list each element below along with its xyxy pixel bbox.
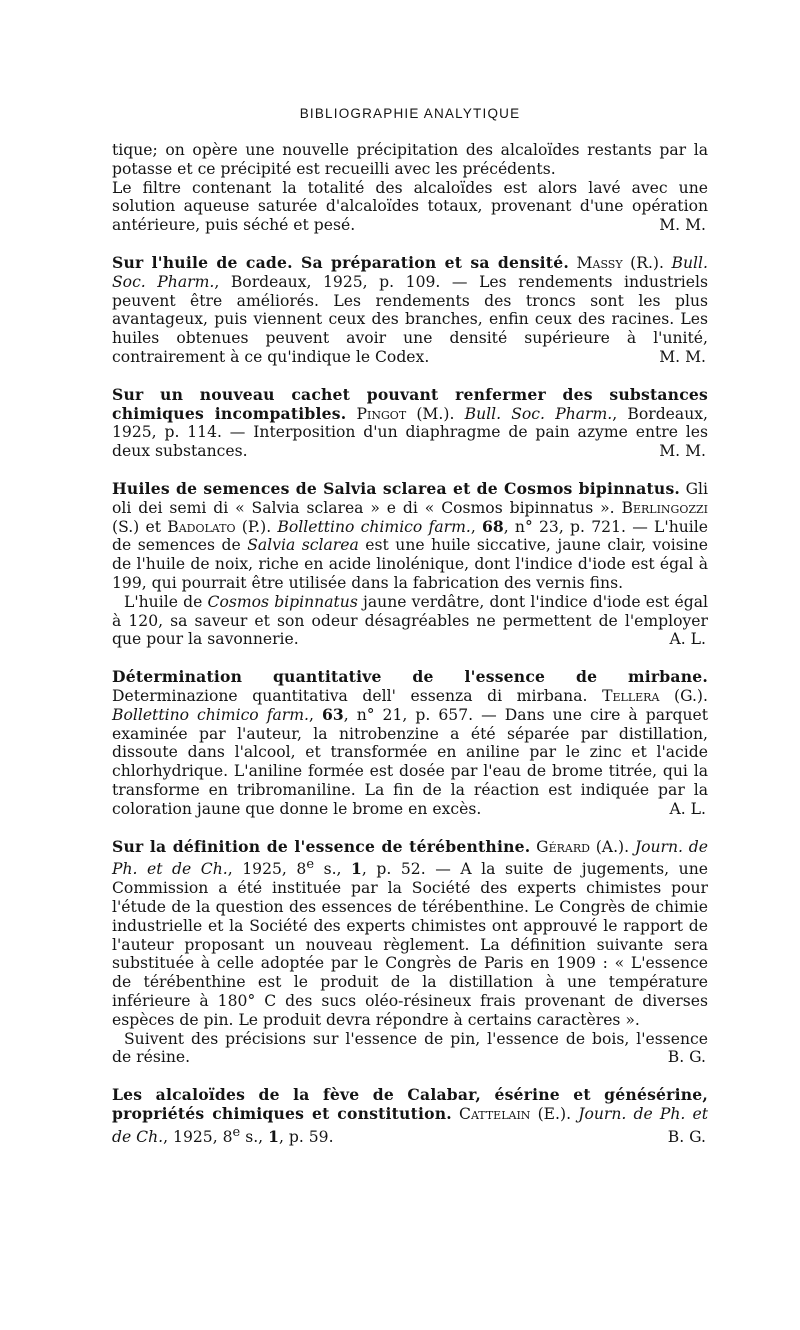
entry-paragraph: Huiles de semences de Salvia sclarea et de Cosmos bipinnatus. Gli oli dei semi di « Salvia sclarea » e di « Cosmos bipinnatus ». Berlingozzi (S.) et Badolato (P.). Bollettino chimico farm., 68, n° 23, p. 721. — L'huile de semences de Salvia sclarea est une huile siccative, jaune clair, voisine de l'huile de noix, riche en acide linolénique, dont l'indice d'iode est égal à 199, qui pourrait être utilisée dans la fabrication des vernis fins. — [112, 478, 708, 592]
signature: B. G. — [667, 1128, 706, 1147]
entry-text: jaune verdâtre, dont l'indice d'iode est égal à 120, sa saveur et son odeur désagréables ne permettent de l'employer que pour la savonnerie. — [112, 592, 708, 649]
entry-series-sup: e — [306, 857, 315, 873]
entry-text: est une huile siccative, jaune clair, voisine de l'huile de noix, riche en acide linolénique, dont l'indice d'iode est égal à 199, qui pourrait être utilisée dans la fabrication des vernis fins. — [112, 536, 708, 592]
entry-terebenthine — [112, 838, 708, 1068]
entry-title: Huiles de semences de Salvia sclarea et de Cosmos bipinnatus. — [112, 478, 681, 498]
entry-conjunction: et — [139, 517, 168, 536]
entry-citation: , Bordeaux, 1925, p. 114. — — [112, 404, 708, 442]
continuation-paragraph: tique; on opère une nouvelle précipitation des alcaloïdes restants par la potasse et ce précipité est recueilli avec les précédents. — [112, 141, 708, 178]
signature: M. M. — [659, 216, 706, 235]
entry-series: , 1925, 8 — [163, 1128, 233, 1147]
entry-series-sup: e — [232, 1124, 241, 1140]
entry-vol-pre: s., — [314, 860, 352, 879]
entry-vol-pre: s., — [240, 1128, 269, 1147]
entry-text: Dans une cire à parquet examinée par l'auteur, la nitrobenzine a été séparée par distillation, dissoute dans l'alcool, et transformée en aniline par le zinc et l'acide chlorhydrique. L'aniline formée est dosée par l'eau de brome titrée, qui la transforme en tribromaniline. La fin de la réaction est indiquée par la coloration jaune que donne le brome en excès. — [112, 705, 709, 818]
entry-title: Détermination quantitative de l'essence de mirbane. — [112, 667, 708, 687]
entry-journal: Journ. de Ph. et de Ch. — [112, 837, 708, 879]
entry-citation: , p. 59. — [278, 1128, 334, 1147]
entry-text: L'huile de semences de — [112, 517, 708, 555]
species-name: Cosmos bipinnatus — [207, 592, 358, 611]
entry-journal: Bollettino chimico farm. — [277, 517, 471, 536]
continuation-paragraph: Le filtre contenant la totalité des alcaloïdes est alors lavé avec une solution aqueuse saturée d'alcaloïdes totaux, provenant d'une opération antérieure, puis séché et pesé. — [112, 178, 708, 235]
entry-title: Sur un nouveau cachet pouvant renfermer des substances chimiques incompatibles. — [112, 384, 708, 423]
entry-volume: 68 — [482, 516, 504, 536]
entry-author: Cattelain (E.). — [459, 1105, 572, 1124]
entry-text: A la suite de jugements, une Commission a été instituée par la Société des experts chimistes pour l'étude de la question des essences de térébenthine. Le Congrès de chimie industrielle et la Société des experts chimistes ont approuvé le rapport de l'auteur proposant un nouveau règlement. La définition suivante sera substituée à celle adoptée par le Congrès de Paris en 1909 : « L'essence de térébenthine est le produit de la distillation à une température inférieure à 180° C des sucs oléo-résineux frais provenant de diverses espèces de pin. Le produit devra répondre à certains caractères ». — [112, 860, 708, 1029]
entry-paragraph: Détermination quantitative de l'essence de mirbane. Determinazione quantitativa dell' essenza di mirbana. Tellera (G.). Bollettino chimico farm., 63, n° 21, p. 657. — Dans une cire à parquet examinée par l'auteur, la nitrobenzine a été séparée par distillation, dissoute dans l'alcool, et transformée en aniline par le zinc et l'acide chlorhydrique. L'aniline formée est dosée par l'eau de brome titrée, qui la transforme en tribromaniline. La fin de la réaction est indiquée par la coloration jaune que donne le brome en excès. — [112, 667, 709, 818]
species-name: Salvia sclarea — [247, 536, 359, 555]
entry-subtitle: Determinazione quantitativa dell' essenza di mirbana. — [112, 686, 588, 705]
entry-cachet — [112, 386, 708, 461]
signature: B. G. — [667, 1048, 706, 1067]
entry-citation: , n° 21, p. 657. — — [343, 705, 497, 724]
page — [112, 106, 708, 1147]
entry-salvia-cosmos — [112, 480, 708, 649]
entry-author: Massy (R.). — [576, 253, 664, 272]
entry-volume: 1 — [268, 1127, 279, 1147]
entry-citation: , n° 23, p. 721. — — [503, 517, 648, 536]
entry-calabar — [112, 1086, 708, 1147]
entry-author: Berlingozzi (S.) — [112, 498, 708, 536]
entry-series: , 1925, 8 — [227, 860, 307, 879]
entry-journal: Bull. Soc. Pharm. — [464, 404, 613, 423]
entry-subtitle: Gli oli dei semi di « Salvia sclarea » e di « Cosmos bipinnatus ». — [112, 479, 708, 517]
entry-text: Interposition d'un diaphragme de pain azyme entre les deux substances. — [112, 423, 708, 461]
entry-volume: 1 — [351, 859, 362, 879]
entry-huile-de-cade — [112, 254, 708, 367]
entry-paragraph — [112, 838, 708, 1030]
signature: A. L. — [669, 630, 706, 649]
entry-author: Pingot (M.). — [356, 404, 455, 423]
signature: M. M. — [659, 442, 706, 461]
running-head: BIBLIOGRAPHIE ANALYTIQUE — [299, 106, 521, 121]
entry-journal: Bull. Soc. Pharm. — [112, 253, 708, 291]
continuation-abstract — [112, 141, 708, 235]
entry-text: Les rendements industriels peuvent être améliorés. Les rendements des troncs sont les plus avantageux, puis viennent ceux des branches, enfin ceux des racines. Les huiles obtenues peuvent avoir une densité supérieure à l'unité, contrairement à ce qu'indique le Codex. — [112, 272, 708, 366]
entry-author: Badolato (P.). — [167, 517, 272, 536]
entry-author: Gérard (A.). — [536, 837, 630, 856]
entry-title: Sur la définition de l'essence de térébenthine. — [112, 836, 531, 856]
entry-journal: Journ. de Ph. et de Ch. — [112, 1105, 708, 1147]
entry-text: L'huile de — [124, 592, 203, 611]
entry-citation: , p. 52. — — [361, 860, 451, 879]
entry-title: Sur l'huile de cade. Sa préparation et sa densité. — [112, 252, 569, 272]
entry-mirbane — [112, 668, 708, 818]
entry-volume: 63 — [322, 704, 344, 724]
signature: A. L. — [669, 799, 706, 818]
entry-author: Tellera (G.). — [602, 686, 708, 705]
entry-paragraph: Suivent des précisions sur l'essence de pin, l'essence de bois, l'essence de résine. — [112, 1029, 708, 1067]
signature: M. M. — [659, 347, 706, 366]
entry-title: Les alcaloïdes de la fève de Calabar, ésérine et génésérine, propriétés chimiques et constitution. — [112, 1085, 708, 1124]
entry-journal: Bollettino chimico farm. — [112, 705, 309, 724]
entry-citation: , Bordeaux, 1925, p. 109. — — [214, 272, 468, 291]
